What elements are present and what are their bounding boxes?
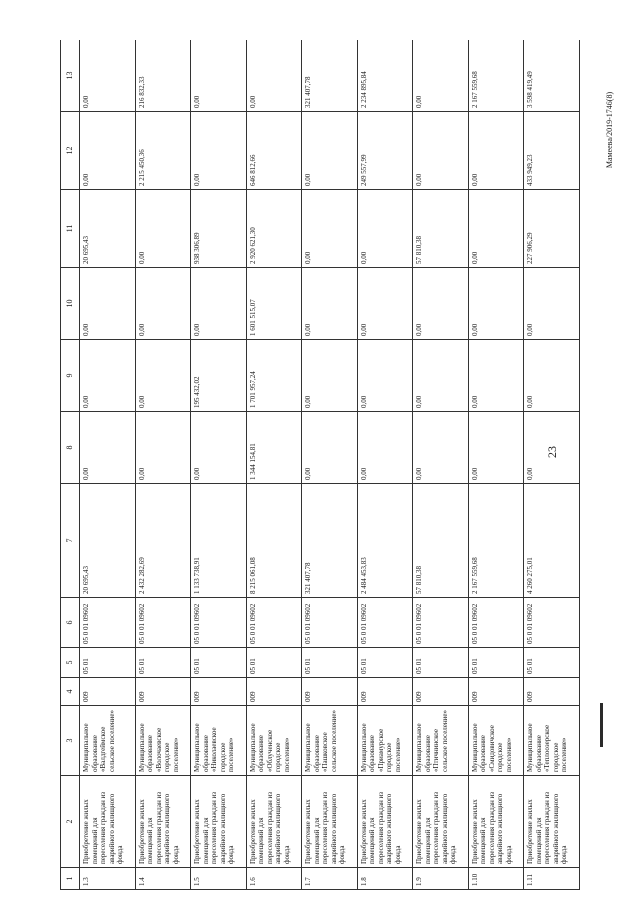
total-cell: 2 484 453,83 bbox=[357, 484, 413, 598]
year-cell: 2 167 559,68 bbox=[468, 40, 524, 112]
year-cell: 0,00 bbox=[80, 268, 136, 340]
year-cell: 0,00 bbox=[80, 40, 136, 112]
year-cell: 1 701 957,24 bbox=[246, 340, 302, 412]
row-number-cell: 1.5 bbox=[191, 868, 247, 890]
code-cell: 009 bbox=[135, 678, 191, 706]
total-cell: 57 810,38 bbox=[413, 484, 469, 598]
column-number: 9 bbox=[61, 340, 80, 412]
year-cell: 0,00 bbox=[135, 190, 191, 268]
column-number: 2 bbox=[61, 776, 80, 868]
purpose-cell: Приобретение жилых помещений для переселения граждан из аварийного жилищного фонда bbox=[468, 776, 524, 868]
section-cell: 05 01 bbox=[135, 648, 191, 678]
row-number-cell: 1.4 bbox=[135, 868, 191, 890]
row-number-cell: 1.8 bbox=[357, 868, 413, 890]
year-cell: 0,00 bbox=[191, 40, 247, 112]
year-cell: 0,00 bbox=[468, 112, 524, 190]
year-cell: 0,00 bbox=[468, 268, 524, 340]
row-number-cell: 1.7 bbox=[302, 868, 358, 890]
municipality-cell: Муниципальное образование «Смидовичское городское поселение» bbox=[468, 706, 524, 776]
year-cell: 0,00 bbox=[524, 412, 580, 484]
target-article-cell: 05 0 01 09602 bbox=[468, 598, 524, 648]
purpose-cell: Приобретение жилых помещений для переселения граждан из аварийного жилищного фонда bbox=[357, 776, 413, 868]
section-cell: 05 01 bbox=[468, 648, 524, 678]
total-cell: 20 695,43 bbox=[80, 484, 136, 598]
table-row bbox=[302, 40, 358, 890]
year-cell: 216 832,33 bbox=[135, 40, 191, 112]
column-number: 8 bbox=[61, 412, 80, 484]
year-cell: 0,00 bbox=[191, 268, 247, 340]
column-number: 12 bbox=[61, 112, 80, 190]
section-cell: 05 01 bbox=[191, 648, 247, 678]
year-cell: 0,00 bbox=[302, 268, 358, 340]
code-cell: 009 bbox=[468, 678, 524, 706]
table-row bbox=[246, 40, 302, 890]
total-cell: 2 432 282,69 bbox=[135, 484, 191, 598]
column-number: 5 bbox=[61, 648, 80, 678]
table-row bbox=[135, 40, 191, 890]
year-cell: 1 601 515,07 bbox=[246, 268, 302, 340]
code-cell: 009 bbox=[302, 678, 358, 706]
year-cell: 0,00 bbox=[357, 268, 413, 340]
year-cell: 0,00 bbox=[357, 412, 413, 484]
purpose-cell: Приобретение жилых помещений для переселения граждан из аварийного жилищного фонда bbox=[302, 776, 358, 868]
section-cell: 05 01 bbox=[524, 648, 580, 678]
table-row bbox=[468, 40, 524, 890]
municipality-cell: Муниципальное образование «Теплоозерское городское поселение» bbox=[524, 706, 580, 776]
municipality-cell: Муниципальное образование «Николаевское городское поселение» bbox=[191, 706, 247, 776]
table-row bbox=[357, 40, 413, 890]
row-number-cell: 1.3 bbox=[80, 868, 136, 890]
municipality-cell: Муниципальное образование «Волочаевское городское поселение» bbox=[135, 706, 191, 776]
year-cell: 1 344 154,81 bbox=[246, 412, 302, 484]
year-cell: 0,00 bbox=[524, 340, 580, 412]
municipality-cell: Муниципальное образование «Приамурское городское поселение» bbox=[357, 706, 413, 776]
table-row bbox=[524, 40, 580, 890]
year-cell: 321 407,78 bbox=[302, 40, 358, 112]
column-number: 3 bbox=[61, 706, 80, 776]
year-cell: 938 306,89 bbox=[191, 190, 247, 268]
budget-table bbox=[60, 40, 580, 890]
year-cell: 0,00 bbox=[191, 112, 247, 190]
target-article-cell: 05 0 01 09602 bbox=[524, 598, 580, 648]
row-number-cell: 1.11 bbox=[524, 868, 580, 890]
year-cell: 249 557,99 bbox=[357, 112, 413, 190]
table-row bbox=[191, 40, 247, 890]
section-cell: 05 01 bbox=[80, 648, 136, 678]
year-cell: 0,00 bbox=[135, 340, 191, 412]
year-cell: 0,00 bbox=[135, 412, 191, 484]
column-number: 13 bbox=[61, 40, 80, 112]
year-cell: 0,00 bbox=[524, 268, 580, 340]
year-cell: 0,00 bbox=[413, 40, 469, 112]
table-row bbox=[413, 40, 469, 890]
total-cell: 1 133 738,91 bbox=[191, 484, 247, 598]
total-cell: 4 260 275,01 bbox=[524, 484, 580, 598]
year-cell: 0,00 bbox=[80, 412, 136, 484]
purpose-cell: Приобретение жилых помещений для переселения граждан из аварийного жилищного фонда bbox=[413, 776, 469, 868]
year-cell: 57 810,38 bbox=[413, 190, 469, 268]
code-cell: 009 bbox=[80, 678, 136, 706]
year-cell: 0,00 bbox=[302, 112, 358, 190]
target-article-cell: 05 0 01 09602 bbox=[246, 598, 302, 648]
year-cell: 0,00 bbox=[413, 112, 469, 190]
column-number: 11 bbox=[61, 190, 80, 268]
section-cell: 05 01 bbox=[302, 648, 358, 678]
section-cell: 05 01 bbox=[413, 648, 469, 678]
column-number: 7 bbox=[61, 484, 80, 598]
purpose-cell: Приобретение жилых помещений для переселения граждан из аварийного жилищного фонда bbox=[191, 776, 247, 868]
year-cell: 0,00 bbox=[80, 112, 136, 190]
year-cell: 433 949,23 bbox=[524, 112, 580, 190]
year-cell: 0,00 bbox=[191, 412, 247, 484]
year-cell: 0,00 bbox=[413, 340, 469, 412]
column-number: 10 bbox=[61, 268, 80, 340]
year-cell: 0,00 bbox=[302, 340, 358, 412]
column-numbers-row bbox=[61, 40, 80, 890]
total-cell: 8 215 061,08 bbox=[246, 484, 302, 598]
target-article-cell: 05 0 01 09602 bbox=[357, 598, 413, 648]
purpose-cell: Приобретение жилых помещений для переселения граждан из аварийного жилищного фонда bbox=[80, 776, 136, 868]
row-number-cell: 1.9 bbox=[413, 868, 469, 890]
target-article-cell: 05 0 01 09602 bbox=[302, 598, 358, 648]
municipality-cell: Муниципальное образование «Облученское городское поселение» bbox=[246, 706, 302, 776]
year-cell: 0,00 bbox=[80, 340, 136, 412]
year-cell: 646 812,66 bbox=[246, 112, 302, 190]
year-cell: 3 598 419,49 bbox=[524, 40, 580, 112]
year-cell: 0,00 bbox=[413, 412, 469, 484]
target-article-cell: 05 0 01 09602 bbox=[413, 598, 469, 648]
code-cell: 009 bbox=[413, 678, 469, 706]
year-cell: 20 695,43 bbox=[80, 190, 136, 268]
target-article-cell: 05 0 01 09602 bbox=[80, 598, 136, 648]
year-cell: 0,00 bbox=[135, 268, 191, 340]
code-cell: 009 bbox=[191, 678, 247, 706]
purpose-cell: Приобретение жилых помещений для переселения граждан из аварийного жилищного фонда bbox=[524, 776, 580, 868]
municipality-cell: Муниципальное образование «Валдгеймское сельское поселение» bbox=[80, 706, 136, 776]
total-cell: 2 167 559,68 bbox=[468, 484, 524, 598]
year-cell: 0,00 bbox=[302, 190, 358, 268]
target-article-cell: 05 0 01 09602 bbox=[191, 598, 247, 648]
page-number: 23 bbox=[545, 446, 559, 458]
document-code: Мамеева/2019-1746(8) bbox=[605, 91, 614, 169]
year-cell: 0,00 bbox=[357, 340, 413, 412]
year-cell: 2 920 621,30 bbox=[246, 190, 302, 268]
year-cell: 2 215 450,36 bbox=[135, 112, 191, 190]
year-cell: 0,00 bbox=[357, 190, 413, 268]
column-number: 4 bbox=[61, 678, 80, 706]
year-cell: 2 234 895,84 bbox=[357, 40, 413, 112]
purpose-cell: Приобретение жилых помещений для переселения граждан из аварийного жилищного фонда bbox=[246, 776, 302, 868]
row-number-cell: 1.10 bbox=[468, 868, 524, 890]
year-cell: 0,00 bbox=[246, 40, 302, 112]
code-cell: 009 bbox=[524, 678, 580, 706]
margin-mark bbox=[600, 703, 603, 747]
year-cell: 0,00 bbox=[302, 412, 358, 484]
column-number: 1 bbox=[61, 868, 80, 890]
table-container bbox=[60, 40, 580, 890]
year-cell: 0,00 bbox=[413, 268, 469, 340]
section-cell: 05 01 bbox=[357, 648, 413, 678]
section-cell: 05 01 bbox=[246, 648, 302, 678]
row-number-cell: 1.6 bbox=[246, 868, 302, 890]
column-number: 6 bbox=[61, 598, 80, 648]
purpose-cell: Приобретение жилых помещений для переселения граждан из аварийного жилищного фонда bbox=[135, 776, 191, 868]
table-row bbox=[80, 40, 136, 890]
total-cell: 321 407,78 bbox=[302, 484, 358, 598]
year-cell: 0,00 bbox=[468, 340, 524, 412]
municipality-cell: Муниципальное образование «Птичнинское сельское поселение» bbox=[413, 706, 469, 776]
code-cell: 009 bbox=[246, 678, 302, 706]
year-cell: 0,00 bbox=[468, 190, 524, 268]
municipality-cell: Муниципальное образование «Пашковское сельское поселение» bbox=[302, 706, 358, 776]
year-cell: 0,00 bbox=[468, 412, 524, 484]
year-cell: 227 906,29 bbox=[524, 190, 580, 268]
year-cell: 195 432,02 bbox=[191, 340, 247, 412]
code-cell: 009 bbox=[357, 678, 413, 706]
target-article-cell: 05 0 01 09602 bbox=[135, 598, 191, 648]
